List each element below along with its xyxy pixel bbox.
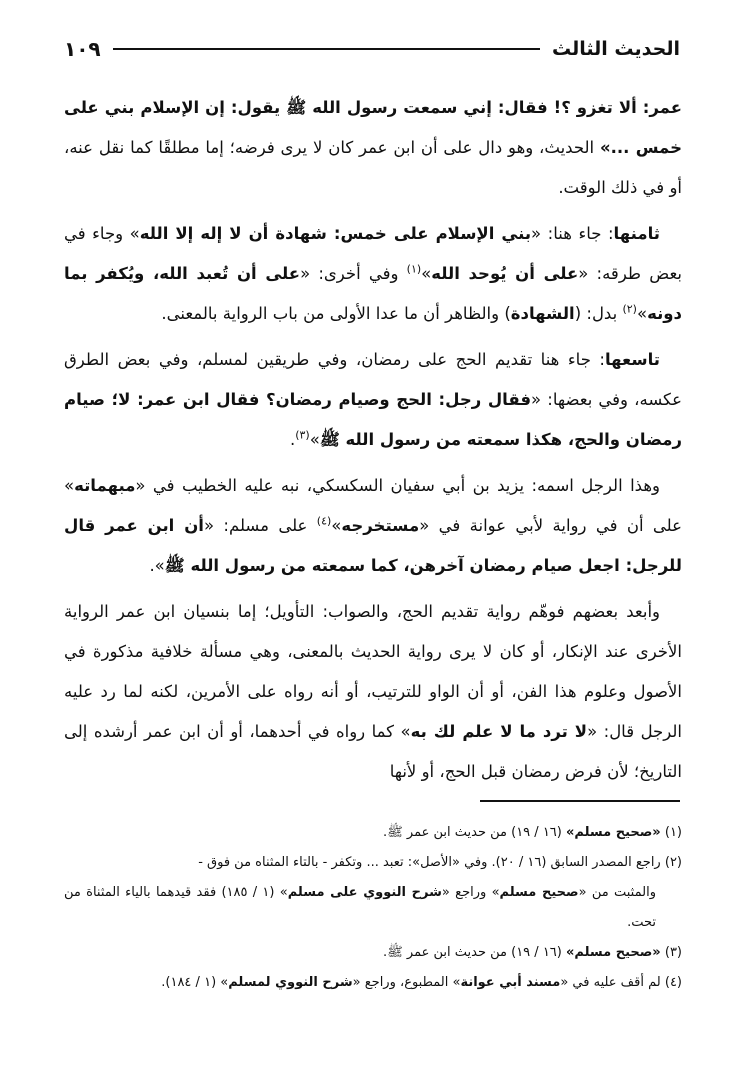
- source-title: مسند أبي عوانة: [460, 975, 561, 990]
- footnote-ref-3[interactable]: (٣): [295, 428, 310, 442]
- paragraph-4: [64, 466, 682, 586]
- footnote-separator: [480, 800, 680, 802]
- paragraph-text: وهذا الرجل اسمه: يزيد بن أبي سفيان السكسكي، نبه عليه الخطيب في «: [135, 476, 660, 495]
- footnote-2-continued: [64, 878, 682, 938]
- paragraph-text: : جاء هنا: «: [531, 224, 614, 243]
- footnote-ref-4[interactable]: (٤): [316, 514, 332, 528]
- paragraph-5: [64, 592, 682, 792]
- footnote-text: راجع المصدر السابق (١٦ / ٢٠). وفي «الأصل»: تعبد ... وتكفر - بالتاء المثناه من فوق -: [198, 855, 661, 870]
- paragraph-text: »: [636, 304, 648, 323]
- footnote-number: (٤): [664, 975, 682, 990]
- footnote-3: [64, 938, 682, 968]
- footnote-1: [64, 818, 682, 848]
- paragraph-3: [64, 340, 682, 460]
- source-title: صحيح مسلم: [499, 885, 579, 900]
- quoted-text: الشهادة: [510, 304, 575, 323]
- header-rule: [113, 48, 540, 50]
- paragraph-text: بدل: (: [574, 304, 623, 323]
- paragraph-1: [64, 88, 682, 208]
- running-head: [64, 34, 680, 64]
- footnote-text: » المطبوع، وراجع «: [352, 975, 461, 990]
- paragraph-text: » كما رواه في أحدهما، أو أن ابن عمر أرشده إلى التاريخ؛ لأن فرض رمضان قبل الحج، أو لأنها: [64, 722, 682, 781]
- paragraph-label: ثامنها: [613, 224, 660, 243]
- quoted-text: بني الإسلام على خمس: شهادة أن لا إله إلا الله: [139, 224, 532, 243]
- paragraph-text: على مسلم: «: [203, 516, 317, 535]
- footnote-number: (١): [664, 825, 682, 840]
- paragraph-text: وأبعد بعضهم فوهّم رواية تقديم الحج، والصواب: التأويل؛ إما بنسيان ابن عمر الرواية الأخرى عند الإنكار، أو كان لا يرى رواية الحديث بالمعنى، وهي مسألة خلافية مذكورة في الأصول وعلوم هذا الفن، أو أن الواو للترتيب، أو أنه رواه على الأمرين، لكنه لما رد عليه الرجل قال: «: [64, 602, 682, 741]
- footnote-text: » (١ / ١٨٥) فقد قيدهما بالياء المثناة من تحت.: [64, 885, 656, 930]
- quoted-text: مبهماته: [74, 476, 136, 495]
- source-title: شرح النووي لمسلم: [228, 975, 353, 990]
- footnote-ref-1[interactable]: (١): [406, 262, 422, 276]
- paragraph-2: [64, 214, 682, 334]
- quoted-text: على أن تُعبد الله، ويُكفر بما دونه: [64, 264, 682, 323]
- paragraph-text: »: [331, 516, 342, 535]
- source-title: «صحيح مسلم»: [566, 825, 661, 840]
- footnote-number: (٣): [664, 945, 682, 960]
- footnotes: [64, 818, 682, 998]
- quoted-text: لا ترد ما لا علم لك به: [410, 722, 588, 741]
- quoted-text: مستخرجه: [341, 516, 420, 535]
- paragraph-text: وفي أخرى: «: [300, 264, 407, 283]
- footnote-text: والمثبت من «: [578, 885, 656, 900]
- main-text: [64, 88, 682, 798]
- chapter-title: الحديث الثالث: [552, 38, 680, 60]
- paragraph-text: ) والظاهر أن ما عدا الأولى من باب الرواية بالمعنى.: [161, 304, 511, 323]
- paragraph-text: »: [309, 430, 320, 449]
- paragraph-text: : جاء هنا تقديم الحج على رمضان، وفي طريقين لمسلم، وفي بعض الطرق عكسه، وفي بعضها: «: [64, 350, 682, 409]
- footnote-text: » (١ / ١٨٤).: [161, 975, 229, 990]
- footnote-4: [64, 968, 682, 998]
- footnote-text: (١٦ / ١٩) من حديث ابن عمر ﷺ.: [382, 945, 566, 960]
- paragraph-text: »: [421, 264, 432, 283]
- paragraph-text: » على أن في رواية لأبي عوانة في «: [64, 476, 682, 535]
- footnote-text: لم أقف عليه في «: [560, 975, 661, 990]
- paragraph-text: ».: [149, 556, 165, 575]
- footnote-text: » وراجع «: [441, 885, 500, 900]
- quoted-text: على أن يُوحد الله: [431, 264, 579, 283]
- paragraph-text: .: [289, 430, 296, 449]
- quoted-text: فقال رجل: الحج وصيام رمضان؟ فقال ابن عمر: لا؛ صيام رمضان والحج، هكذا سمعته من رسول الله ﷺ: [64, 390, 682, 449]
- footnote-2: [64, 848, 682, 878]
- paragraph-text: » وجاء في بعض طرقه: «: [64, 224, 682, 283]
- paragraph-text: الحديث، وهو دال على أن ابن عمر كان لا يرى فرضه؛ إما مطلقًا كما نقل عنه، أو في ذلك الوقت.: [64, 138, 682, 197]
- quoted-text: أن ابن عمر قال للرجل: اجعل صيام رمضان آخرهن، كما سمعته من رسول الله ﷺ: [64, 516, 682, 575]
- footnote-ref-2[interactable]: (٢): [622, 302, 637, 316]
- page-number: ١٠٩: [64, 37, 101, 61]
- footnote-text: (١٦ / ١٩) من حديث ابن عمر ﷺ.: [382, 825, 566, 840]
- quoted-text: عمر: ألا تغزو ؟! فقال: إني سمعت رسول الله ﷺ يقول: إن الإسلام بني على خمس ...»: [64, 98, 682, 157]
- paragraph-label: تاسعها: [604, 350, 660, 369]
- source-title: شرح النووي على مسلم: [287, 885, 442, 900]
- source-title: «صحيح مسلم»: [566, 945, 661, 960]
- footnote-number: (٢): [664, 855, 682, 870]
